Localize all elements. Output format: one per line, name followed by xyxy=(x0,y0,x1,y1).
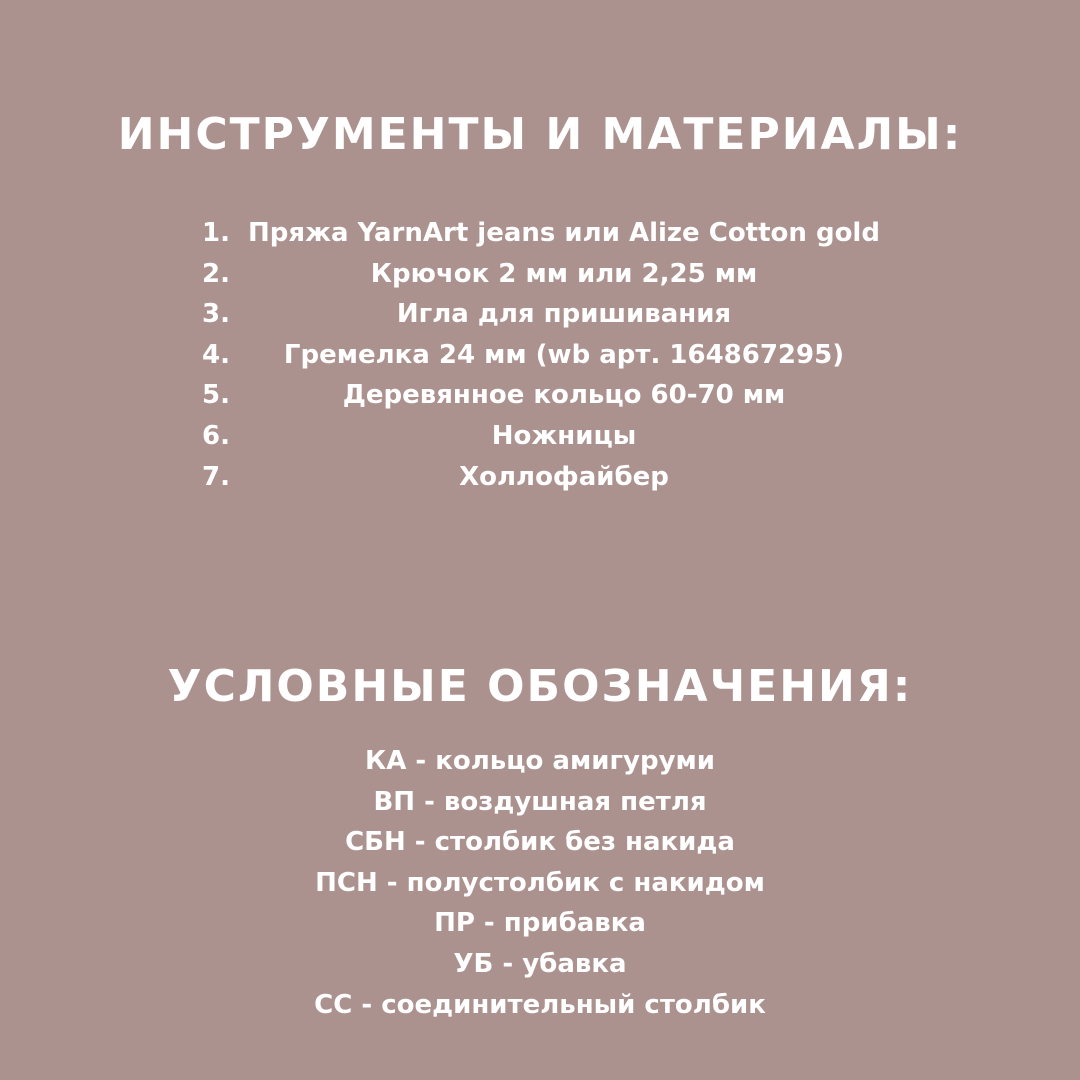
list-item-text: Игла для пришивания xyxy=(396,299,732,330)
materials-list xyxy=(200,213,890,497)
list-item xyxy=(200,294,890,335)
legend-item: ПСН - полустолбик с накидом xyxy=(315,867,765,898)
materials-heading: ИНСТРУМЕНТЫ И МАТЕРИАЛЫ: xyxy=(117,109,963,161)
legend-item: СС - соединительный столбик xyxy=(314,989,766,1020)
legend-item: ВП - воздушная петля xyxy=(373,786,707,817)
list-item-number: 3. xyxy=(202,299,230,330)
legend-item: УБ - убавка xyxy=(453,948,627,979)
list-item xyxy=(200,416,890,457)
list-item-number: 1. xyxy=(202,218,230,248)
list-item-text: Холлофайбер xyxy=(459,461,669,492)
list-item-number: 6. xyxy=(202,420,230,451)
list-item-text: Гремелка 24 мм (wb арт. 164867295) xyxy=(283,339,845,370)
list-item xyxy=(200,375,890,416)
list-item xyxy=(200,213,890,254)
list-item xyxy=(200,457,890,498)
list-item-number: 2. xyxy=(202,258,230,289)
list-item-text: Деревянное кольцо 60-70 мм xyxy=(342,380,786,411)
list-item xyxy=(200,335,890,376)
list-item-text: Ножницы xyxy=(491,420,637,451)
list-item-text: Пряжа YarnArt jeans или Alize Cotton gold xyxy=(248,218,880,248)
list-item-number: 5. xyxy=(202,380,230,411)
legend-item: СБН - столбик без накида xyxy=(345,827,735,858)
legend-item: ПР - прибавка xyxy=(434,908,646,939)
legend-list xyxy=(0,741,1080,1025)
list-item-number: 4. xyxy=(202,339,230,370)
list-item-text: Крючок 2 мм или 2,25 мм xyxy=(370,258,758,289)
list-item-number: 7. xyxy=(202,461,230,492)
list-item xyxy=(200,254,890,295)
legend-heading: УСЛОВНЫЕ ОБОЗНАЧЕНИЯ: xyxy=(167,661,913,713)
legend-item: КА - кольцо амигуруми xyxy=(364,746,716,776)
